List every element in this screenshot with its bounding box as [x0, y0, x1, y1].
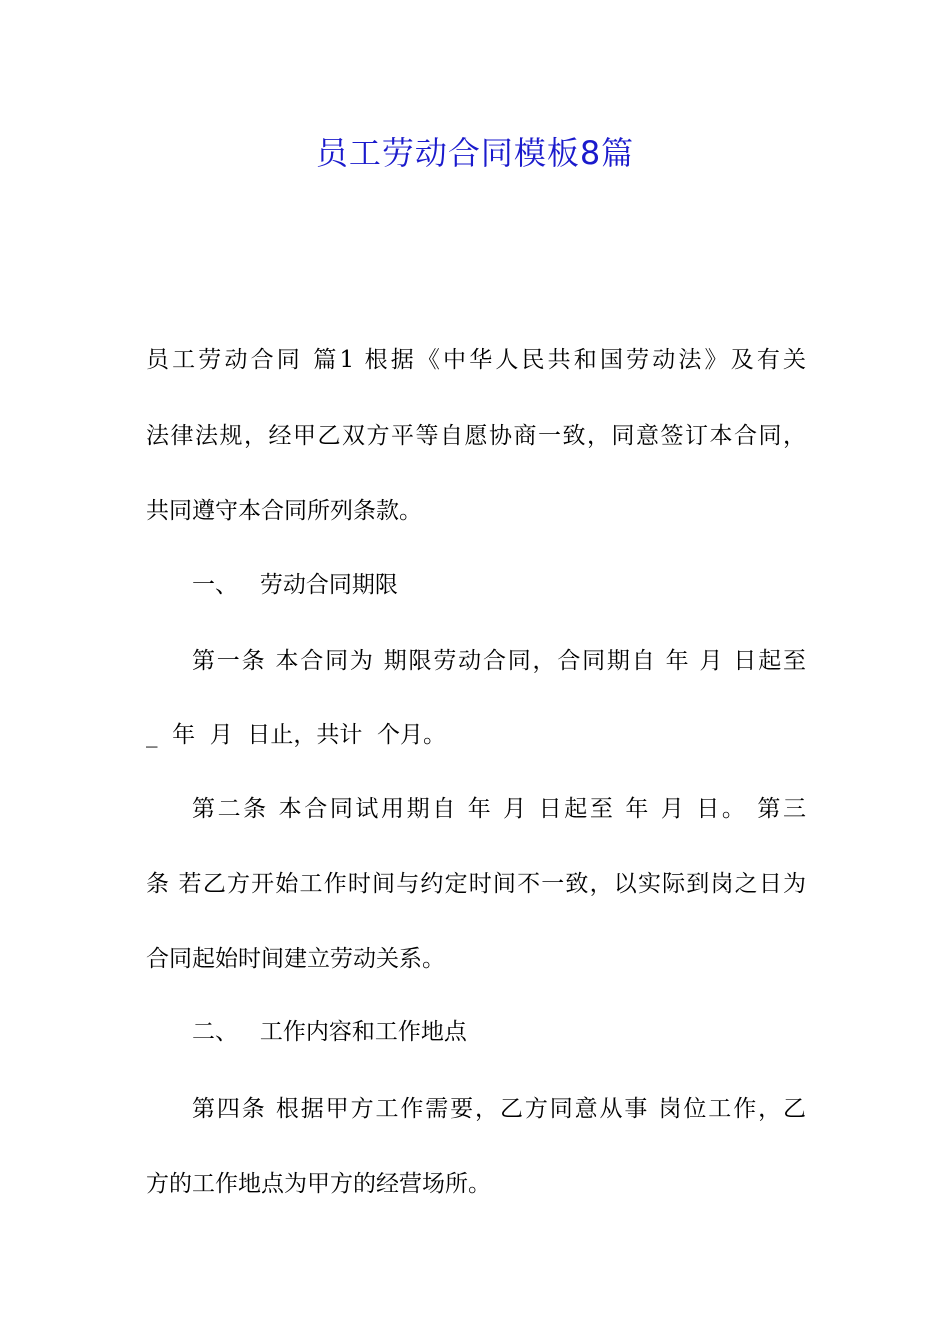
paragraph-line: 合同起始时间建立劳动关系。	[146, 946, 445, 972]
paragraph-line: 条 若乙方开始工作时间与约定时间不一致，以实际到岗之日为	[146, 871, 806, 897]
section-heading: 二、 工作内容和工作地点	[192, 1019, 467, 1045]
document-title: 员工劳动合同模板8篇	[315, 134, 635, 172]
section-heading: 一、 劳动合同期限	[192, 572, 398, 598]
paragraph-line: _ 年 月 日止，共计 个月。	[146, 722, 446, 748]
paragraph-line: 第二条 本合同试用期自 年 月 日起至 年 月 日。 第三	[192, 796, 806, 822]
paragraph-line: 第一条 本合同为 期限劳动合同，合同期自 年 月 日起至	[192, 648, 806, 674]
paragraph-line: 员工劳动合同 篇1 根据《中华人民共和国劳动法》及有关	[146, 347, 806, 373]
paragraph-line: 法律法规，经甲乙双方平等自愿协商一致，同意签订本合同，	[146, 423, 806, 449]
paragraph-line: 共同遵守本合同所列条款。	[146, 498, 422, 524]
paragraph-line: 第四条 根据甲方工作需要，乙方同意从事 岗位工作，乙	[192, 1096, 806, 1122]
paragraph-line: 方的工作地点为甲方的经营场所。	[146, 1171, 491, 1197]
